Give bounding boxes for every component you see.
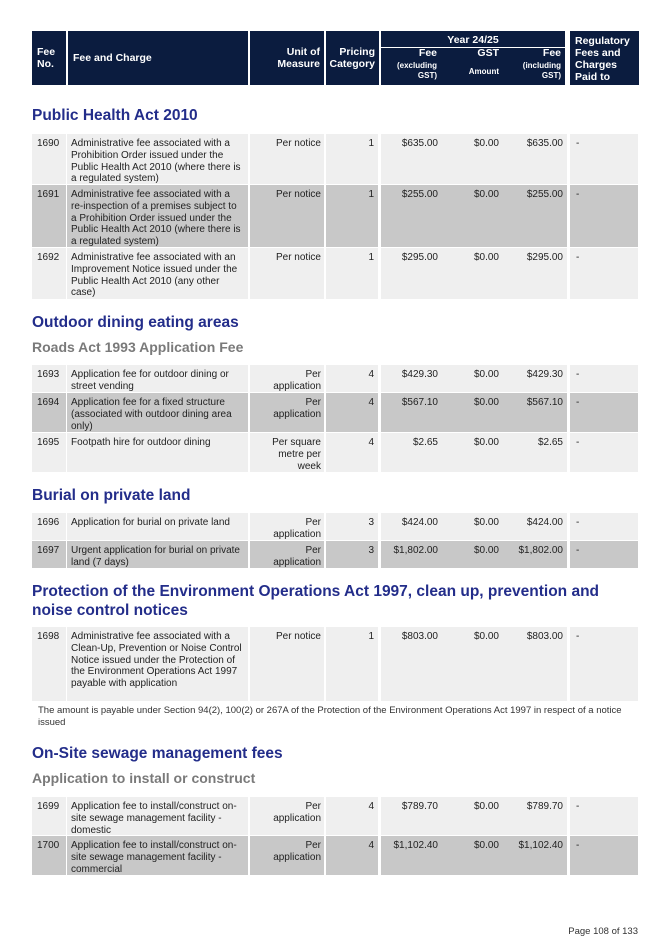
fee-incl-gst: $803.00 — [503, 627, 567, 701]
fee-incl-gst: $1,802.00 — [503, 541, 567, 568]
unit-of-measure: Per application — [250, 836, 324, 875]
section-heading-burial: Burial on private land — [32, 487, 191, 504]
regulatory-paid-to: - — [570, 393, 638, 432]
subheading-roads-act: Roads Act 1993 Application Fee — [32, 339, 244, 355]
fee-excl-gst: $424.00 — [381, 513, 443, 540]
header-fee-excl-sub: (excluding GST) — [396, 61, 437, 80]
fee-number: 1696 — [32, 513, 66, 540]
fee-incl-gst: $424.00 — [503, 513, 567, 540]
subheading-install: Application to install or construct — [32, 770, 256, 786]
header-unit-of-measure: Unit of Measure — [250, 31, 324, 85]
fee-number: 1693 — [32, 365, 66, 392]
pricing-category: 4 — [326, 365, 378, 392]
section-heading-public-health: Public Health Act 2010 — [32, 107, 198, 124]
header-gst-sub: Amount — [468, 67, 499, 76]
fee-incl-gst: $789.70 — [503, 797, 567, 835]
fee-number: 1697 — [32, 541, 66, 568]
pricing-category: 1 — [326, 185, 378, 247]
pricing-category: 4 — [326, 836, 378, 875]
regulatory-paid-to: - — [570, 248, 638, 299]
fee-incl-gst: $567.10 — [503, 393, 567, 432]
regulatory-paid-to: - — [570, 797, 638, 835]
table-row — [0, 393, 670, 432]
regulatory-paid-to: - — [570, 433, 638, 472]
regulatory-paid-to: - — [570, 627, 638, 701]
fee-excl-gst: $295.00 — [381, 248, 443, 299]
fee-incl-gst: $635.00 — [503, 134, 567, 184]
pricing-category: 3 — [326, 513, 378, 540]
header-gst: GST — [477, 47, 499, 59]
fee-description: Application for burial on private land — [67, 513, 248, 540]
fee-incl-gst: $1,102.40 — [503, 836, 567, 875]
fee-excl-gst: $635.00 — [381, 134, 443, 184]
fee-number: 1690 — [32, 134, 66, 184]
gst-amount: $0.00 — [443, 541, 503, 568]
gst-amount: $0.00 — [443, 836, 503, 875]
fee-excl-gst: $2.65 — [381, 433, 443, 472]
pricing-category: 4 — [326, 797, 378, 835]
page-number: Page 108 of 133 — [568, 926, 638, 937]
fee-excl-gst: $1,102.40 — [381, 836, 443, 875]
header-fee-incl-sub: (including GST) — [522, 61, 561, 80]
unit-of-measure: Per notice — [250, 185, 324, 247]
gst-amount: $0.00 — [443, 185, 503, 247]
gst-amount: $0.00 — [443, 797, 503, 835]
fee-description: Administrative fee associated with a re-inspection of a premises subject to a Prohibition Order issued under the Public Health Act 2010 (where there is a regulated system) — [67, 185, 248, 247]
table-row — [0, 541, 670, 568]
unit-of-measure: Per square metre per week — [250, 433, 324, 472]
fee-description: Footpath hire for outdoor dining — [67, 433, 248, 472]
fee-incl-gst: $255.00 — [503, 185, 567, 247]
table-row — [0, 248, 670, 299]
fee-number: 1691 — [32, 185, 66, 247]
gst-amount: $0.00 — [443, 365, 503, 392]
fee-excl-gst: $789.70 — [381, 797, 443, 835]
fee-excl-gst: $429.30 — [381, 365, 443, 392]
unit-of-measure: Per notice — [250, 627, 324, 701]
fee-description: Application fee to install/construct on-site sewage management facility - commercial — [67, 836, 248, 875]
fee-description: Application fee for a fixed structure (associated with outdoor dining area only) — [67, 393, 248, 432]
fee-description: Urgent application for burial on private land (7 days) — [67, 541, 248, 568]
fee-excl-gst: $567.10 — [381, 393, 443, 432]
fee-description: Administrative fee associated with an Improvement Notice issued under the Public Health Act 2010 (any other case) — [67, 248, 248, 299]
table-row — [0, 627, 670, 701]
header-fee-incl: Fee — [542, 47, 561, 59]
fee-incl-gst: $2.65 — [503, 433, 567, 472]
gst-amount: $0.00 — [443, 433, 503, 472]
pricing-category: 1 — [326, 134, 378, 184]
table-row — [0, 836, 670, 875]
fee-number: 1694 — [32, 393, 66, 432]
fee-excl-gst: $255.00 — [381, 185, 443, 247]
gst-amount: $0.00 — [443, 134, 503, 184]
gst-amount: $0.00 — [443, 627, 503, 701]
fee-number: 1698 — [32, 627, 66, 701]
regulatory-paid-to: - — [570, 836, 638, 875]
gst-amount: $0.00 — [443, 513, 503, 540]
fee-excl-gst: $1,802.00 — [381, 541, 443, 568]
table-row — [0, 797, 670, 835]
fee-number: 1699 — [32, 797, 66, 835]
table-row — [0, 365, 670, 392]
fee-incl-gst: $429.30 — [503, 365, 567, 392]
regulatory-paid-to: - — [570, 513, 638, 540]
fee-description: Application fee for outdoor dining or street vending — [67, 365, 248, 392]
fee-number: 1700 — [32, 836, 66, 875]
pricing-category: 4 — [326, 393, 378, 432]
fee-description: Application fee to install/construct on-site sewage management facility - domestic — [67, 797, 248, 835]
section-heading-onsite-sewage: On-Site sewage management fees — [32, 745, 283, 762]
regulatory-paid-to: - — [570, 185, 638, 247]
unit-of-measure: Per application — [250, 365, 324, 392]
fee-note: The amount is payable under Section 94(2), 100(2) or 267A of the Protection of the Environment Operations Act 1997 in respect of a notice issued — [38, 705, 622, 728]
regulatory-paid-to: - — [570, 365, 638, 392]
unit-of-measure: Per application — [250, 513, 324, 540]
unit-of-measure: Per application — [250, 393, 324, 432]
fee-description: Administrative fee associated with a Clean-Up, Prevention or Noise Control Notice issued under the Protection of the Environment Operations Act 1997 payable with application — [67, 627, 248, 701]
fee-incl-gst: $295.00 — [503, 248, 567, 299]
gst-amount: $0.00 — [443, 248, 503, 299]
section-heading-outdoor-dining: Outdoor dining eating areas — [32, 314, 239, 331]
regulatory-paid-to: - — [570, 134, 638, 184]
fee-excl-gst: $803.00 — [381, 627, 443, 701]
gst-amount: $0.00 — [443, 393, 503, 432]
header-fee-and-charge: Fee and Charge — [68, 31, 248, 85]
header-pricing-category: Pricing Category — [326, 31, 379, 85]
pricing-category: 1 — [326, 627, 378, 701]
unit-of-measure: Per application — [250, 541, 324, 568]
fee-description: Administrative fee associated with a Prohibition Order issued under the Public Health Act 2010 (where there is a regulated system) — [67, 134, 248, 184]
table-row — [0, 513, 670, 540]
header-year: Year 24/25 — [447, 34, 499, 46]
header-regulatory: Regulatory Fees and Charges Paid to — [570, 31, 639, 85]
table-row — [0, 433, 670, 472]
section-heading-poeo: Protection of the Environment Operations Act 1997, clean up, prevention and noise control notices — [32, 583, 599, 619]
pricing-category: 4 — [326, 433, 378, 472]
unit-of-measure: Per notice — [250, 134, 324, 184]
unit-of-measure: Per application — [250, 797, 324, 835]
fee-number: 1695 — [32, 433, 66, 472]
regulatory-paid-to: - — [570, 541, 638, 568]
pricing-category: 3 — [326, 541, 378, 568]
pricing-category: 1 — [326, 248, 378, 299]
header-fee-no: Fee No. — [32, 31, 66, 85]
table-row — [0, 134, 670, 184]
unit-of-measure: Per notice — [250, 248, 324, 299]
table-row — [0, 185, 670, 247]
header-fee-excl: Fee — [418, 47, 437, 59]
fee-number: 1692 — [32, 248, 66, 299]
